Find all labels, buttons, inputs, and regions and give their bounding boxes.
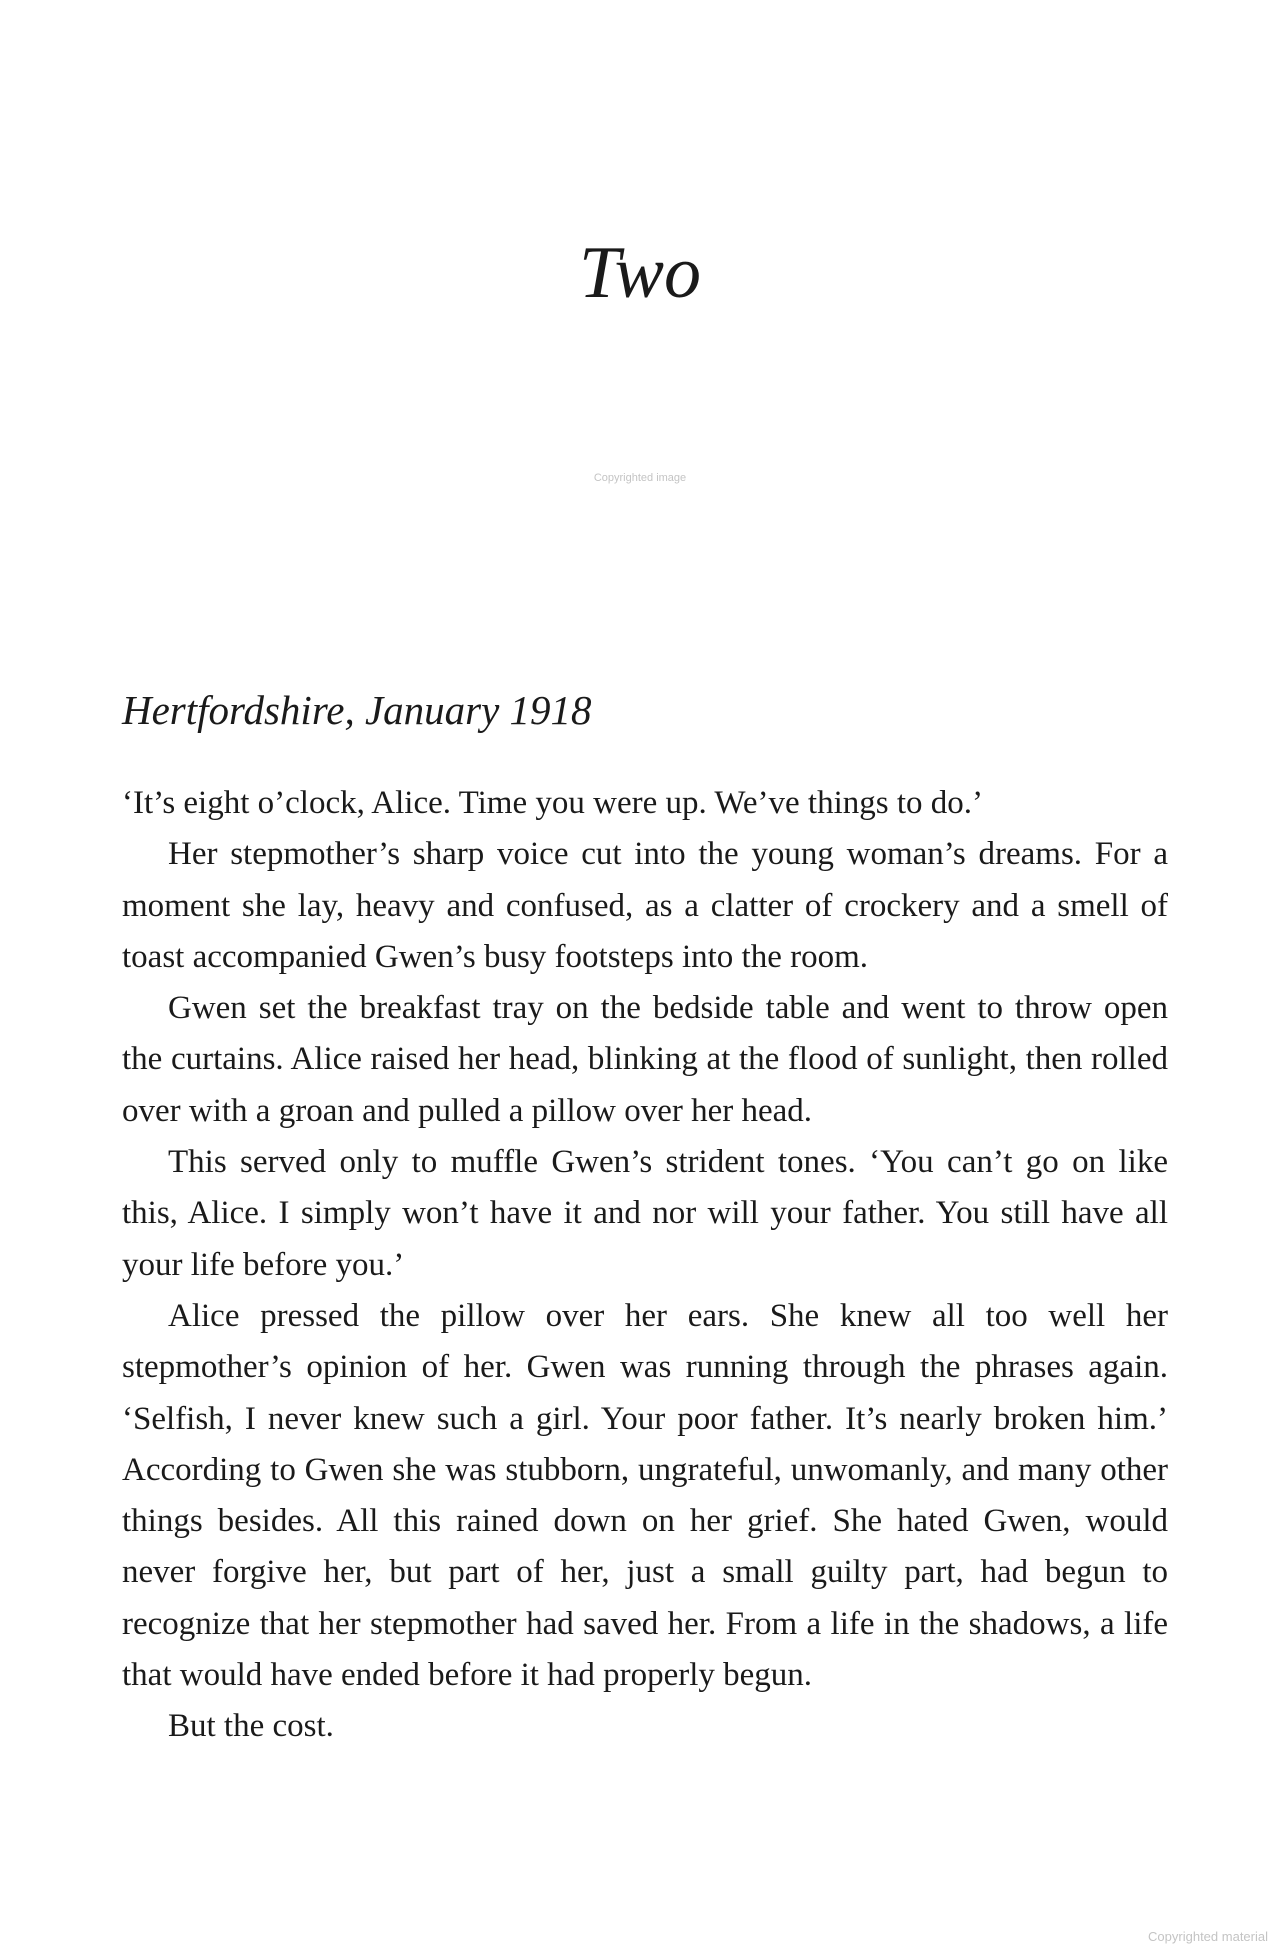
chapter-title: Two <box>578 232 702 314</box>
paragraph: ‘It’s eight o’clock, Alice. Time you were up. We’ve things to do.’ <box>122 785 984 821</box>
paragraph: But the cost. <box>168 1708 334 1745</box>
location-heading: Hertfordshire, January 1918 <box>122 687 592 733</box>
paragraph: This served only to muffle Gwen’s strident tones. ‘You can’t go on like this, Alice. I simply won’t have it and nor will your father. You still have all your life before you.’ <box>122 1144 1168 1283</box>
paragraph: Alice pressed the pillow over her ears. She knew all too well her stepmother’s opinion of her. Gwen was running through the phrases again. ‘Selfish, I never knew such a girl. Your poor father. It’s nearly broken him.’ According to Gwen she was stubborn, ungrateful, unwomanly, and many other things besides. All this rained down on her grief. She hated Gwen, would never forgive her, but part of her, just a small guilty part, had begun to recognize that her stepmother had saved her. From a life in the shadows, a life that would have ended before it had properly begun. <box>122 1297 1168 1694</box>
copyrighted-image-placeholder: Copyrighted image <box>593 472 687 484</box>
paragraph: Her stepmother’s sharp voice cut into the young woman’s dreams. For a moment she lay, heavy and confused, as a clatter of crockery and a smell of toast accompanied Gwen’s busy footsteps into the room. <box>122 836 1168 975</box>
paragraph: Gwen set the breakfast tray on the bedside table and went to throw open the curtains. Alice raised her head, blinking at the flood of sunlight, then rolled over with a groan and pulled a pillow over her head. <box>122 990 1168 1129</box>
chapter-body <box>122 778 1168 1753</box>
copyrighted-material-notice: Copyrighted material <box>1148 1929 1268 1944</box>
